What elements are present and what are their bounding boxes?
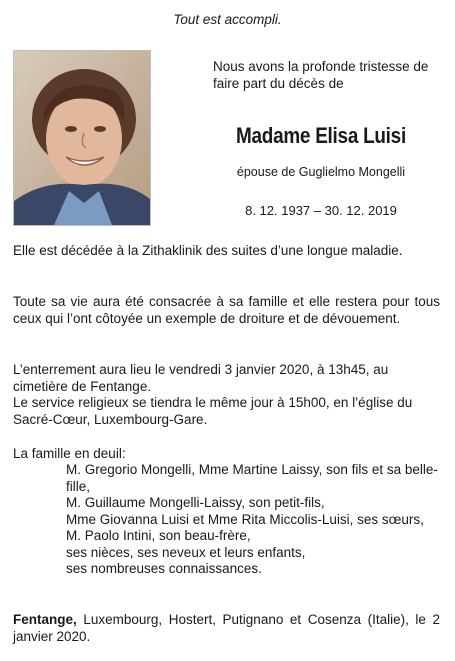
deceased-name: Madame Elisa Luisi bbox=[236, 123, 406, 148]
paragraph-tribute: Toute sa vie aura été consacrée à sa famille et elle restera pour tous ceux qui l’ont côtoyée un exemple de droiture et de dévouement. bbox=[13, 294, 440, 326]
closing-place: Fentange, bbox=[13, 612, 77, 627]
closing-line bbox=[13, 612, 440, 645]
family-member: ses nombreuses connaissances. bbox=[66, 561, 262, 576]
family-member: Mme Giovanna Luisi et Mme Rita Miccolis-Luisi, ses sœurs, bbox=[66, 511, 424, 527]
paragraph-death: Elle est décédée à la Zithaklinik des suites d’une longue maladie. bbox=[13, 243, 403, 258]
family-member: M. Gregorio Mongelli, Mme Martine Laissy, son fils et sa belle-fille, bbox=[66, 462, 438, 494]
spouse-line: épouse de Guglielmo Mongelli bbox=[236, 165, 406, 179]
portrait-image bbox=[14, 51, 150, 225]
family-heading: La famille en deuil: bbox=[13, 446, 126, 461]
portrait-photo bbox=[13, 50, 151, 226]
paragraph-funeral: L’enterrement aura lieu le vendredi 3 janvier 2020, à 13h45, au cimetière de Fentange. Le service religieux se tiendra le même jour à 15h00, en l’église du Sacré-Cœur, Luxembourg-Gare. bbox=[13, 362, 413, 427]
announcement-intro: Nous avons la profonde tristesse de faire part du décès de bbox=[213, 59, 429, 91]
family-member: M. Guillaume Mongelli-Laissy, son petit-fils, bbox=[66, 495, 325, 510]
family-member: M. Paolo Intini, son beau-frère, bbox=[66, 528, 251, 543]
motto: Tout est accompli. bbox=[173, 12, 282, 27]
life-dates: 8. 12. 1937 – 30. 12. 2019 bbox=[245, 203, 397, 218]
family-list bbox=[13, 462, 440, 578]
closing-rest: Luxembourg, Hostert, Putignano et Cosenza (Italie), le 2 janvier 2020. bbox=[13, 612, 440, 644]
family-member: ses nièces, ses neveux et leurs enfants, bbox=[66, 544, 306, 560]
